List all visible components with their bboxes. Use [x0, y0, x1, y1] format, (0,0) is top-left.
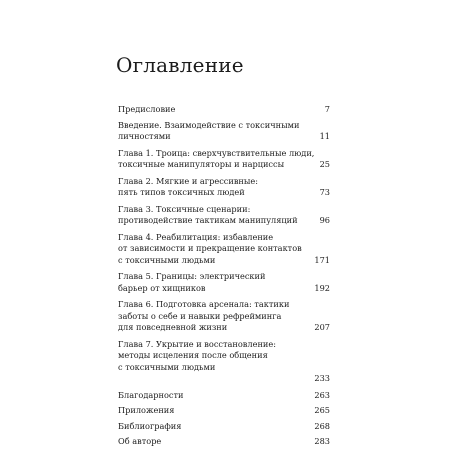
toc-entry-page-number: 268: [314, 420, 330, 431]
toc-entry: [118, 405, 330, 417]
toc-entry-page-number: 207: [314, 322, 330, 332]
toc-entry: [118, 390, 330, 402]
toc-entry: [118, 299, 330, 334]
toc-entry-title-line: методы исцеления после общения: [118, 350, 268, 360]
toc-entry-page-number: 233: [314, 373, 330, 383]
toc-entry: [118, 436, 330, 448]
toc-entry-title-line: Глава 5. Границы: электрический: [118, 271, 266, 281]
toc-entry-title-line: барьер от хищников: [118, 282, 206, 293]
toc-entry-page-number: 265: [314, 405, 330, 415]
toc-entry-title-line: пять типов токсичных людей: [118, 187, 245, 197]
toc-entry-page-number: 192: [314, 282, 330, 293]
toc-entry-page-number: 25: [319, 159, 330, 169]
toc-entry-title-line: Приложения: [118, 405, 175, 415]
toc-entry-title: [118, 405, 330, 417]
toc-entry-page-number: 7: [324, 104, 330, 114]
toc-entry: [118, 232, 330, 267]
toc-entry-title: [118, 232, 330, 267]
toc-entry-title-line: с токсичными людьми: [118, 254, 216, 265]
toc-entry-title-line: Глава 7. Укрытие и восстановление:: [118, 338, 276, 349]
toc-entry-title-line: Библиография: [118, 420, 182, 431]
toc-entry-page-number: 96: [319, 215, 330, 225]
toc-entry-title: [118, 104, 330, 116]
toc-entry-title: [118, 120, 330, 143]
toc-entry-title-line: Глава 2. Мягкие и агрессивные:: [118, 175, 259, 186]
toc-entry-page-number: 73: [319, 187, 330, 197]
toc-entry-title-line: Предисловие: [118, 104, 176, 114]
toc-entry-title-line: личностями: [118, 131, 171, 141]
page-title: Оглавление: [116, 53, 244, 78]
toc-entry-title-line: токсичные манипуляторы и нарциссы: [118, 159, 285, 169]
toc-entry-page-number: 171: [314, 254, 330, 265]
toc-entry-title-line: для повседневной жизни: [118, 322, 228, 332]
toc-entry-title: [118, 176, 330, 199]
toc-entry: [118, 339, 330, 385]
toc-entry-title-line: Благодарности: [118, 389, 184, 400]
toc-entry-title-line: от зависимости и прекращение контактов: [118, 243, 302, 253]
toc-entry: [118, 176, 330, 199]
toc-entry-title-line: с токсичными людьми: [118, 361, 216, 372]
toc-entry-title: [118, 339, 330, 374]
toc-entry: [118, 271, 330, 294]
toc-entry: [118, 421, 330, 433]
toc-entry-page-number: 263: [314, 389, 330, 400]
toc-entry-title: [118, 271, 330, 294]
toc-entry: [118, 148, 330, 171]
toc-entry: [118, 104, 330, 116]
toc-entry-title: [118, 204, 330, 227]
toc-entry-title-line: Введение. Взаимодействие с токсичными: [118, 119, 300, 130]
toc-entry-title-line: Глава 6. Подготовка арсенала: тактики: [118, 299, 290, 309]
toc-entry-title-line: Глава 1. Троица: сверхчувствительные люди,: [118, 147, 315, 158]
toc-entry-title: [118, 421, 330, 433]
toc-entry-title-line: Глава 4. Реабилитация: избавление: [118, 231, 274, 242]
toc-entry-title: [118, 148, 330, 171]
toc-entry-title: [118, 390, 330, 402]
toc-entry-title: [118, 299, 330, 334]
toc-entry-page-number: 11: [319, 131, 330, 141]
toc-entry-title: [118, 436, 330, 448]
toc-entry-page-number: 283: [314, 436, 330, 446]
toc-entry: [118, 120, 330, 143]
toc-entry: [118, 204, 330, 227]
toc-entry-title-line: противодействие тактикам манипуляций: [118, 215, 298, 225]
toc-entry-title-line: заботы о себе и навыки рефрейминга: [118, 310, 282, 321]
toc-entry-title-line: Глава 3. Токсичные сценарии:: [118, 203, 251, 214]
table-of-contents: [118, 100, 330, 448]
toc-entry-title-line: Об авторе: [118, 436, 162, 446]
